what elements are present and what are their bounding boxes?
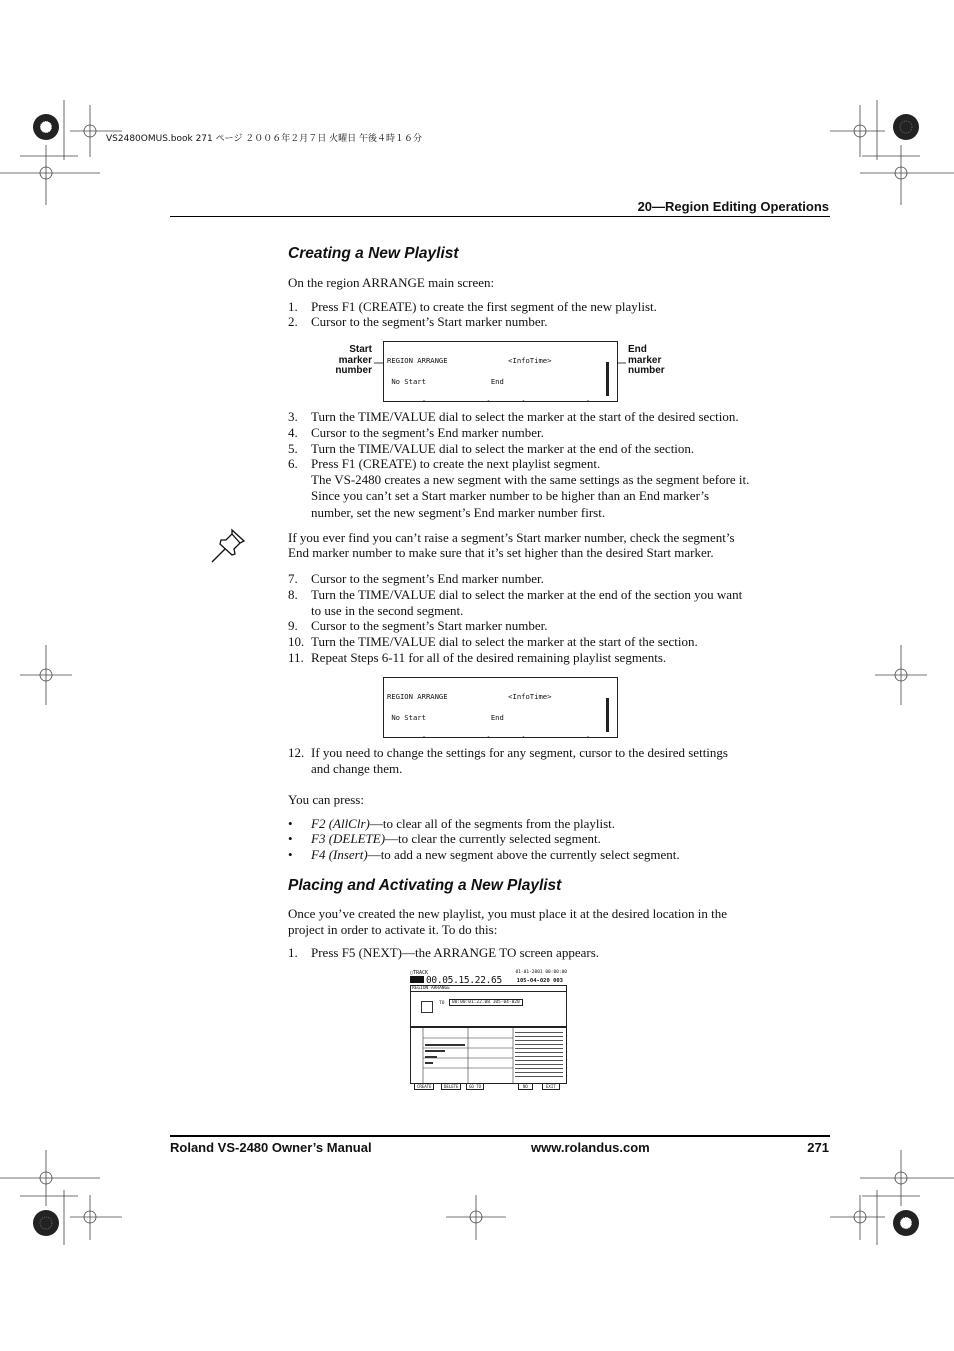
lcd-arrange-to-screen: [410, 970, 567, 1090]
step-text: Cursor to the segment’s Start marker number.: [311, 314, 548, 329]
bullet-text: —to clear all of the segments from the playlist.: [369, 816, 615, 831]
step-number: 7.: [288, 571, 298, 586]
step-item: [288, 571, 828, 587]
lcd-scrollbar: [606, 362, 609, 396]
section2-intro-line: project in order to activate it. To do this:: [288, 922, 498, 937]
lcd-region-arrange-filled: [383, 677, 618, 738]
callout-line: number: [335, 365, 372, 376]
step-text: Turn the TIME/VALUE dial to select the marker at the start of the section.: [311, 634, 698, 649]
lcd-line: REGION ARRANGE <InfoTime>: [387, 355, 552, 365]
lcd-scrollbar: [606, 698, 609, 732]
lcd-track-label: ▢TRACK: [410, 970, 429, 976]
lcd-time-display: 00.05.15.22.65: [426, 975, 502, 986]
page-number: 271: [807, 1140, 829, 1155]
lcd-line: [384, 400, 617, 402]
step-text: Press F1 (CREATE) to create the first segment of the new playlist.: [311, 299, 657, 314]
step6-detail-line: The VS-2480 creates a new segment with the same settings as the segment before it.: [311, 472, 750, 487]
pushpin-icon: [208, 527, 248, 565]
lcd-date: 01-01-2001 00:00:00: [515, 970, 567, 975]
callout-line: marker: [628, 354, 662, 366]
lcd-panel-divider: [411, 991, 566, 992]
bullet-key: F4 (Insert): [311, 847, 368, 862]
step-item: [288, 761, 828, 777]
step6-detail-line: Since you can’t set a Start marker number to be higher than an End marker’s: [311, 488, 710, 503]
callout-line: number: [628, 365, 665, 376]
book-file-line: VS2480OMUS.book 271 ページ ２００６年２月７日 火曜日 午後４時１６分: [106, 134, 423, 144]
lcd-track-box: [410, 976, 424, 983]
step-number: 8.: [288, 587, 298, 602]
step6-detail-line: number, set the new segment’s End marker number first.: [311, 505, 606, 520]
lcd-track-graphic: [411, 1028, 566, 1083]
step-item: [288, 456, 828, 472]
header-rule: [170, 216, 830, 217]
callout-line: End: [628, 344, 647, 355]
step-item: [288, 299, 828, 315]
bullet-key: F3 (DELETE): [311, 831, 386, 846]
section2-intro-line: Once you’ve created the new playlist, you must place it at the desired location in the: [288, 906, 727, 921]
step-text: Cursor to the segment’s End marker number.: [311, 425, 544, 440]
step-number: 10.: [288, 634, 305, 649]
step-text: Turn the TIME/VALUE dial to select the marker at the end of the section you want: [311, 587, 743, 602]
step-text: and change them.: [311, 761, 403, 776]
section-title-creating-playlist: Creating a New Playlist: [288, 245, 459, 262]
lcd-line: No Start End: [387, 713, 504, 723]
step-number: 1.: [288, 945, 298, 960]
bullet-dot: •: [288, 847, 293, 862]
bullet-text: —to clear the currently selected segment.: [385, 831, 601, 846]
lcd-small-readout: 105-04-020 003: [516, 978, 563, 984]
note-line: If you ever find you can’t raise a segment’s Start marker number, check the segment’s: [288, 530, 735, 545]
step-number: 1.: [288, 299, 298, 314]
bullet-item: [288, 847, 828, 863]
step-item: [288, 634, 828, 650]
step-number: 2.: [288, 314, 298, 329]
step-text: to use in the second segment.: [311, 603, 464, 618]
fkey-create: CREATE: [414, 1083, 434, 1090]
step-number: 3.: [288, 409, 298, 424]
lcd-panel-title: REGION ARRANGE: [412, 986, 450, 991]
step-text: Press F5 (NEXT)—the ARRANGE TO screen appears.: [311, 945, 599, 960]
bullet-item: [288, 831, 828, 847]
step-item: [288, 587, 828, 603]
step-text: Repeat Steps 6-11 for all of the desired remaining playlist segments.: [311, 650, 667, 665]
callout-line: marker: [338, 354, 372, 366]
step-number: 11.: [288, 650, 304, 665]
lcd-to-label: TO: [439, 1001, 445, 1006]
lcd-line: [384, 736, 617, 738]
fkey-exit: EXIT: [542, 1083, 560, 1090]
step-item: [288, 441, 828, 457]
fkey-goto: GO TO: [466, 1083, 484, 1090]
step-item: [288, 745, 828, 761]
footer-manual-title: Roland VS-2480 Owner’s Manual: [170, 1140, 372, 1155]
step-text: Cursor to the segment’s End marker number.: [311, 571, 544, 586]
bullet-text: —to add a new segment above the currently select segment.: [367, 847, 680, 862]
lcd-to-value: 00:00:01:22.08 105-04-020: [449, 999, 523, 1006]
step-item: [288, 314, 828, 330]
step-number: 6.: [288, 456, 298, 471]
lcd-region-icon: [421, 1001, 433, 1013]
fkey-delete: DELETE: [441, 1083, 461, 1090]
step-item: [288, 425, 828, 441]
note-line: End marker number to make sure that it’s set higher than the desired Start marker.: [288, 545, 714, 560]
bullet-dot: •: [288, 816, 293, 831]
lcd-track-area: [410, 1027, 567, 1084]
step-item: [288, 409, 828, 425]
step-text: Press F1 (CREATE) to create the next playlist segment.: [311, 456, 601, 471]
lcd-line: REGION ARRANGE <InfoTime>: [387, 691, 552, 701]
bullet-key: F2 (AllClr): [311, 816, 370, 831]
footer-website: www.rolandus.com: [531, 1140, 650, 1155]
step-number: 5.: [288, 441, 298, 456]
callout-end-marker: [628, 345, 678, 377]
step-text: Cursor to the segment’s Start marker number.: [311, 618, 548, 633]
you-can-press: You can press:: [288, 792, 364, 807]
bullet-dot: •: [288, 831, 293, 846]
callout-start-marker: [330, 345, 372, 377]
step-item: [288, 603, 828, 619]
step-item: [288, 650, 828, 666]
lcd-line: No Start End: [387, 377, 504, 387]
fkey-no: NO: [518, 1083, 533, 1090]
step-number: 9.: [288, 618, 298, 633]
step-item: [288, 618, 828, 634]
step-text: Turn the TIME/VALUE dial to select the marker at the end of the section.: [311, 441, 695, 456]
step-item: [288, 945, 828, 961]
bullet-item: [288, 816, 828, 832]
footer-rule: [170, 1135, 830, 1137]
step-text: Turn the TIME/VALUE dial to select the marker at the start of the desired section.: [311, 409, 739, 424]
section1-intro: On the region ARRANGE main screen:: [288, 275, 495, 290]
chapter-heading: 20—Region Editing Operations: [637, 199, 829, 214]
step-text: If you need to change the settings for any segment, cursor to the desired settings: [311, 745, 728, 760]
lcd-region-arrange-empty: [383, 341, 618, 402]
section-title-placing-playlist: Placing and Activating a New Playlist: [288, 877, 562, 894]
step-number: 12.: [288, 745, 305, 760]
lcd-panel: [410, 985, 567, 1027]
callout-line: Start: [349, 344, 372, 355]
step-number: 4.: [288, 425, 298, 440]
